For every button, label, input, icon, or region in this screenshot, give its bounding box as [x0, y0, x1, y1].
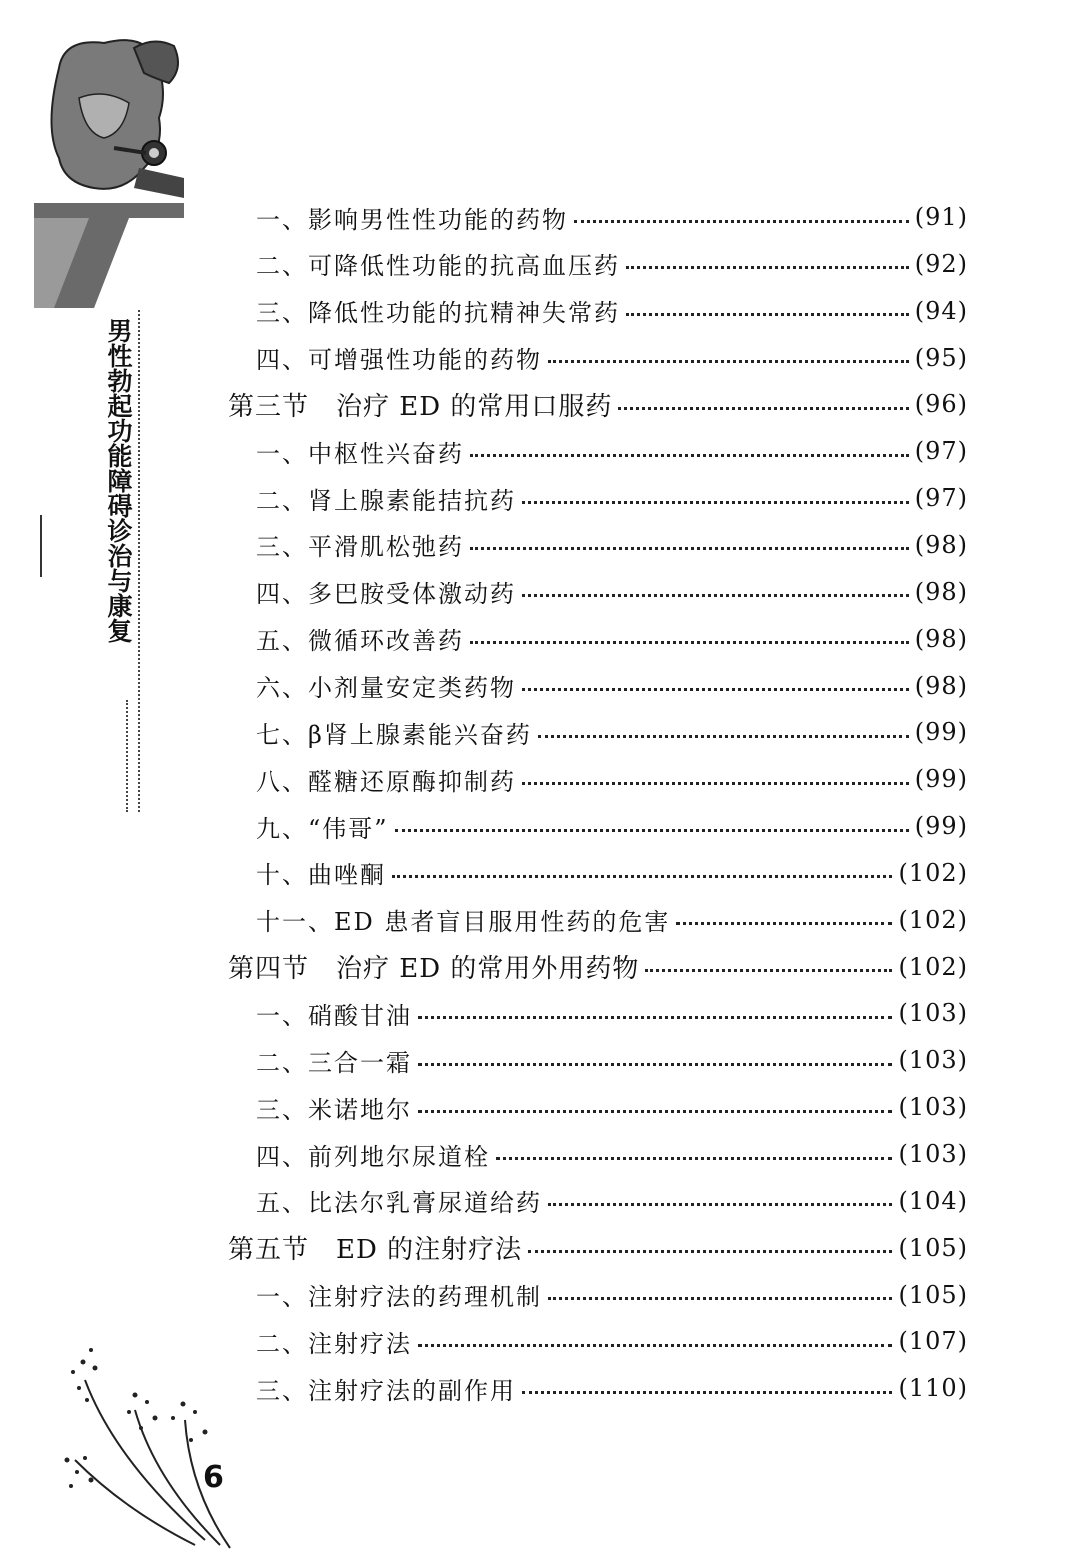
toc-leader-dots: [418, 1063, 892, 1066]
toc-page-ref: (103): [898, 1046, 968, 1075]
toc-leader-dots: [522, 688, 909, 691]
toc-item[interactable]: [256, 616, 968, 662]
toc-entry-title: 第四节 治疗 ED 的常用外用药物: [228, 954, 640, 985]
toc-entry-title: 二、三合一霜: [256, 1048, 412, 1077]
toc-page-ref: (98): [914, 577, 968, 606]
toc-page-ref: (110): [898, 1374, 968, 1403]
toc-item[interactable]: [256, 803, 968, 849]
toc-page-ref: (103): [898, 999, 968, 1028]
sidebar-solid-rule: [40, 515, 42, 577]
book-title-vertical: 男性勃起功能障碍诊治与康复: [104, 318, 133, 643]
toc-leader-dots: [574, 220, 909, 223]
toc-entry-title: 八、醛糖还原酶抑制药: [256, 767, 516, 796]
toc-page-ref: (103): [898, 1140, 968, 1168]
toc-entry-title: 五、比法尔乳膏尿道给药: [256, 1189, 542, 1218]
toc-item[interactable]: [256, 194, 968, 240]
toc-leader-dots: [538, 735, 909, 738]
toc-entry-title: 一、中枢性兴奋药: [256, 439, 464, 468]
toc-leader-dots: [626, 266, 909, 269]
toc-leader-dots: [676, 922, 892, 925]
toc-entry-title: 二、可降低性功能的抗高血压药: [256, 252, 620, 281]
toc-item[interactable]: [256, 756, 968, 802]
toc-section[interactable]: [228, 1225, 968, 1271]
toc-page-ref: (102): [898, 952, 968, 981]
toc-page-ref: (99): [914, 765, 968, 794]
toc-leader-dots: [548, 360, 909, 363]
floral-decoration: [55, 1340, 245, 1550]
toc-item[interactable]: [256, 1365, 968, 1411]
toc-entry-title: 十一、ED 患者盲目服用性药的危害: [256, 908, 671, 937]
toc-entry-title: 第五节 ED 的注射疗法: [228, 1235, 523, 1266]
toc-page-ref: (92): [914, 249, 968, 278]
toc-page-ref: (107): [898, 1327, 968, 1356]
toc-item[interactable]: [256, 288, 968, 334]
toc-entry-title: 四、前列地尔尿道栓: [256, 1142, 490, 1171]
toc-leader-dots: [522, 1391, 892, 1394]
toc-entry-title: 三、降低性功能的抗精神失常药: [256, 299, 620, 328]
toc-item[interactable]: [256, 1131, 968, 1177]
page-number: 6: [203, 1460, 224, 1495]
toc-entry-title: 第三节 治疗 ED 的常用口服药: [228, 391, 613, 422]
toc-leader-dots: [522, 594, 909, 597]
toc-item[interactable]: [256, 522, 968, 568]
toc-leader-dots: [470, 547, 909, 550]
bodybuilder-illustration: [34, 28, 184, 308]
toc-item[interactable]: [256, 990, 968, 1036]
toc-leader-dots: [645, 969, 892, 972]
sidebar-dotted-rule-inner: [126, 700, 128, 812]
toc-leader-dots: [470, 641, 909, 644]
toc-entry-title: 一、硝酸甘油: [256, 1001, 412, 1030]
toc-section[interactable]: [228, 381, 968, 427]
toc-leader-dots: [418, 1016, 892, 1019]
toc-leader-dots: [496, 1157, 892, 1160]
toc-leader-dots: [418, 1110, 892, 1113]
toc-page-ref: (103): [898, 1093, 968, 1122]
toc-page-ref: (98): [914, 530, 968, 559]
toc-leader-dots: [548, 1203, 892, 1206]
toc-entry-title: 二、注射疗法: [256, 1329, 412, 1358]
toc-entry-title: 九、“伟哥”: [256, 814, 389, 843]
toc-item[interactable]: [256, 1084, 968, 1130]
toc-page-ref: (98): [914, 671, 968, 700]
toc-item[interactable]: [256, 1272, 968, 1318]
toc-entry-title: 三、米诺地尔: [256, 1095, 412, 1124]
toc-leader-dots: [548, 1297, 892, 1300]
toc-entry-title: 十、曲唑酮: [256, 861, 386, 890]
toc-page-ref: (97): [914, 437, 968, 466]
toc-entry-title: 一、注射疗法的药理机制: [256, 1283, 542, 1312]
sidebar-dotted-rule: [138, 310, 140, 812]
toc-page-ref: (105): [898, 1280, 968, 1309]
toc-leader-dots: [626, 313, 909, 316]
toc-page-ref: (102): [898, 858, 968, 887]
toc-item[interactable]: [256, 850, 968, 896]
toc-entry-title: 三、注射疗法的副作用: [256, 1376, 516, 1405]
toc-item[interactable]: [256, 241, 968, 287]
toc-leader-dots: [470, 454, 909, 457]
toc-leader-dots: [395, 829, 909, 832]
toc-entry-title: 一、影响男性性功能的药物: [256, 205, 568, 234]
toc-entry-title: 六、小剂量安定类药物: [256, 674, 516, 702]
toc-leader-dots: [618, 407, 908, 410]
toc-entry-title: 三、平滑肌松弛药: [256, 533, 464, 562]
toc-page-ref: (97): [914, 484, 968, 513]
toc-item[interactable]: [256, 335, 968, 381]
toc-leader-dots: [522, 501, 909, 504]
toc-leader-dots: [522, 782, 909, 785]
toc-item[interactable]: [256, 709, 968, 755]
toc-item[interactable]: [256, 1318, 968, 1364]
toc-page-ref: (98): [914, 624, 968, 653]
toc-item[interactable]: [256, 663, 968, 709]
toc-entry-title: 七、β肾上腺素能兴奋药: [256, 720, 532, 749]
toc-item[interactable]: [256, 1037, 968, 1083]
toc-entry-title: 四、可增强性功能的药物: [256, 346, 542, 375]
toc-entry-title: 二、肾上腺素能拮抗药: [256, 486, 516, 515]
toc-page-ref: (99): [914, 718, 968, 747]
toc-item[interactable]: [256, 569, 968, 615]
toc-page-ref: (95): [914, 343, 968, 372]
toc-page-ref: (105): [898, 1233, 968, 1262]
toc-leader-dots: [528, 1250, 892, 1253]
toc-entry-title: 五、微循环改善药: [256, 627, 464, 656]
toc-entry-title: 四、多巴胺受体激动药: [256, 580, 516, 609]
toc-item[interactable]: [256, 428, 968, 474]
toc-page-ref: (96): [914, 390, 968, 419]
toc-page-ref: (104): [898, 1186, 968, 1215]
toc-page-ref: (99): [914, 812, 968, 841]
toc-page-ref: (91): [914, 203, 968, 231]
toc-item[interactable]: [256, 1178, 968, 1224]
toc-page-ref: (94): [914, 296, 968, 325]
toc-leader-dots: [392, 875, 892, 878]
toc-item[interactable]: [256, 475, 968, 521]
toc-item[interactable]: [256, 897, 968, 943]
toc-leader-dots: [418, 1344, 892, 1347]
toc-page-ref: (102): [898, 905, 968, 934]
toc-section[interactable]: [228, 944, 968, 990]
